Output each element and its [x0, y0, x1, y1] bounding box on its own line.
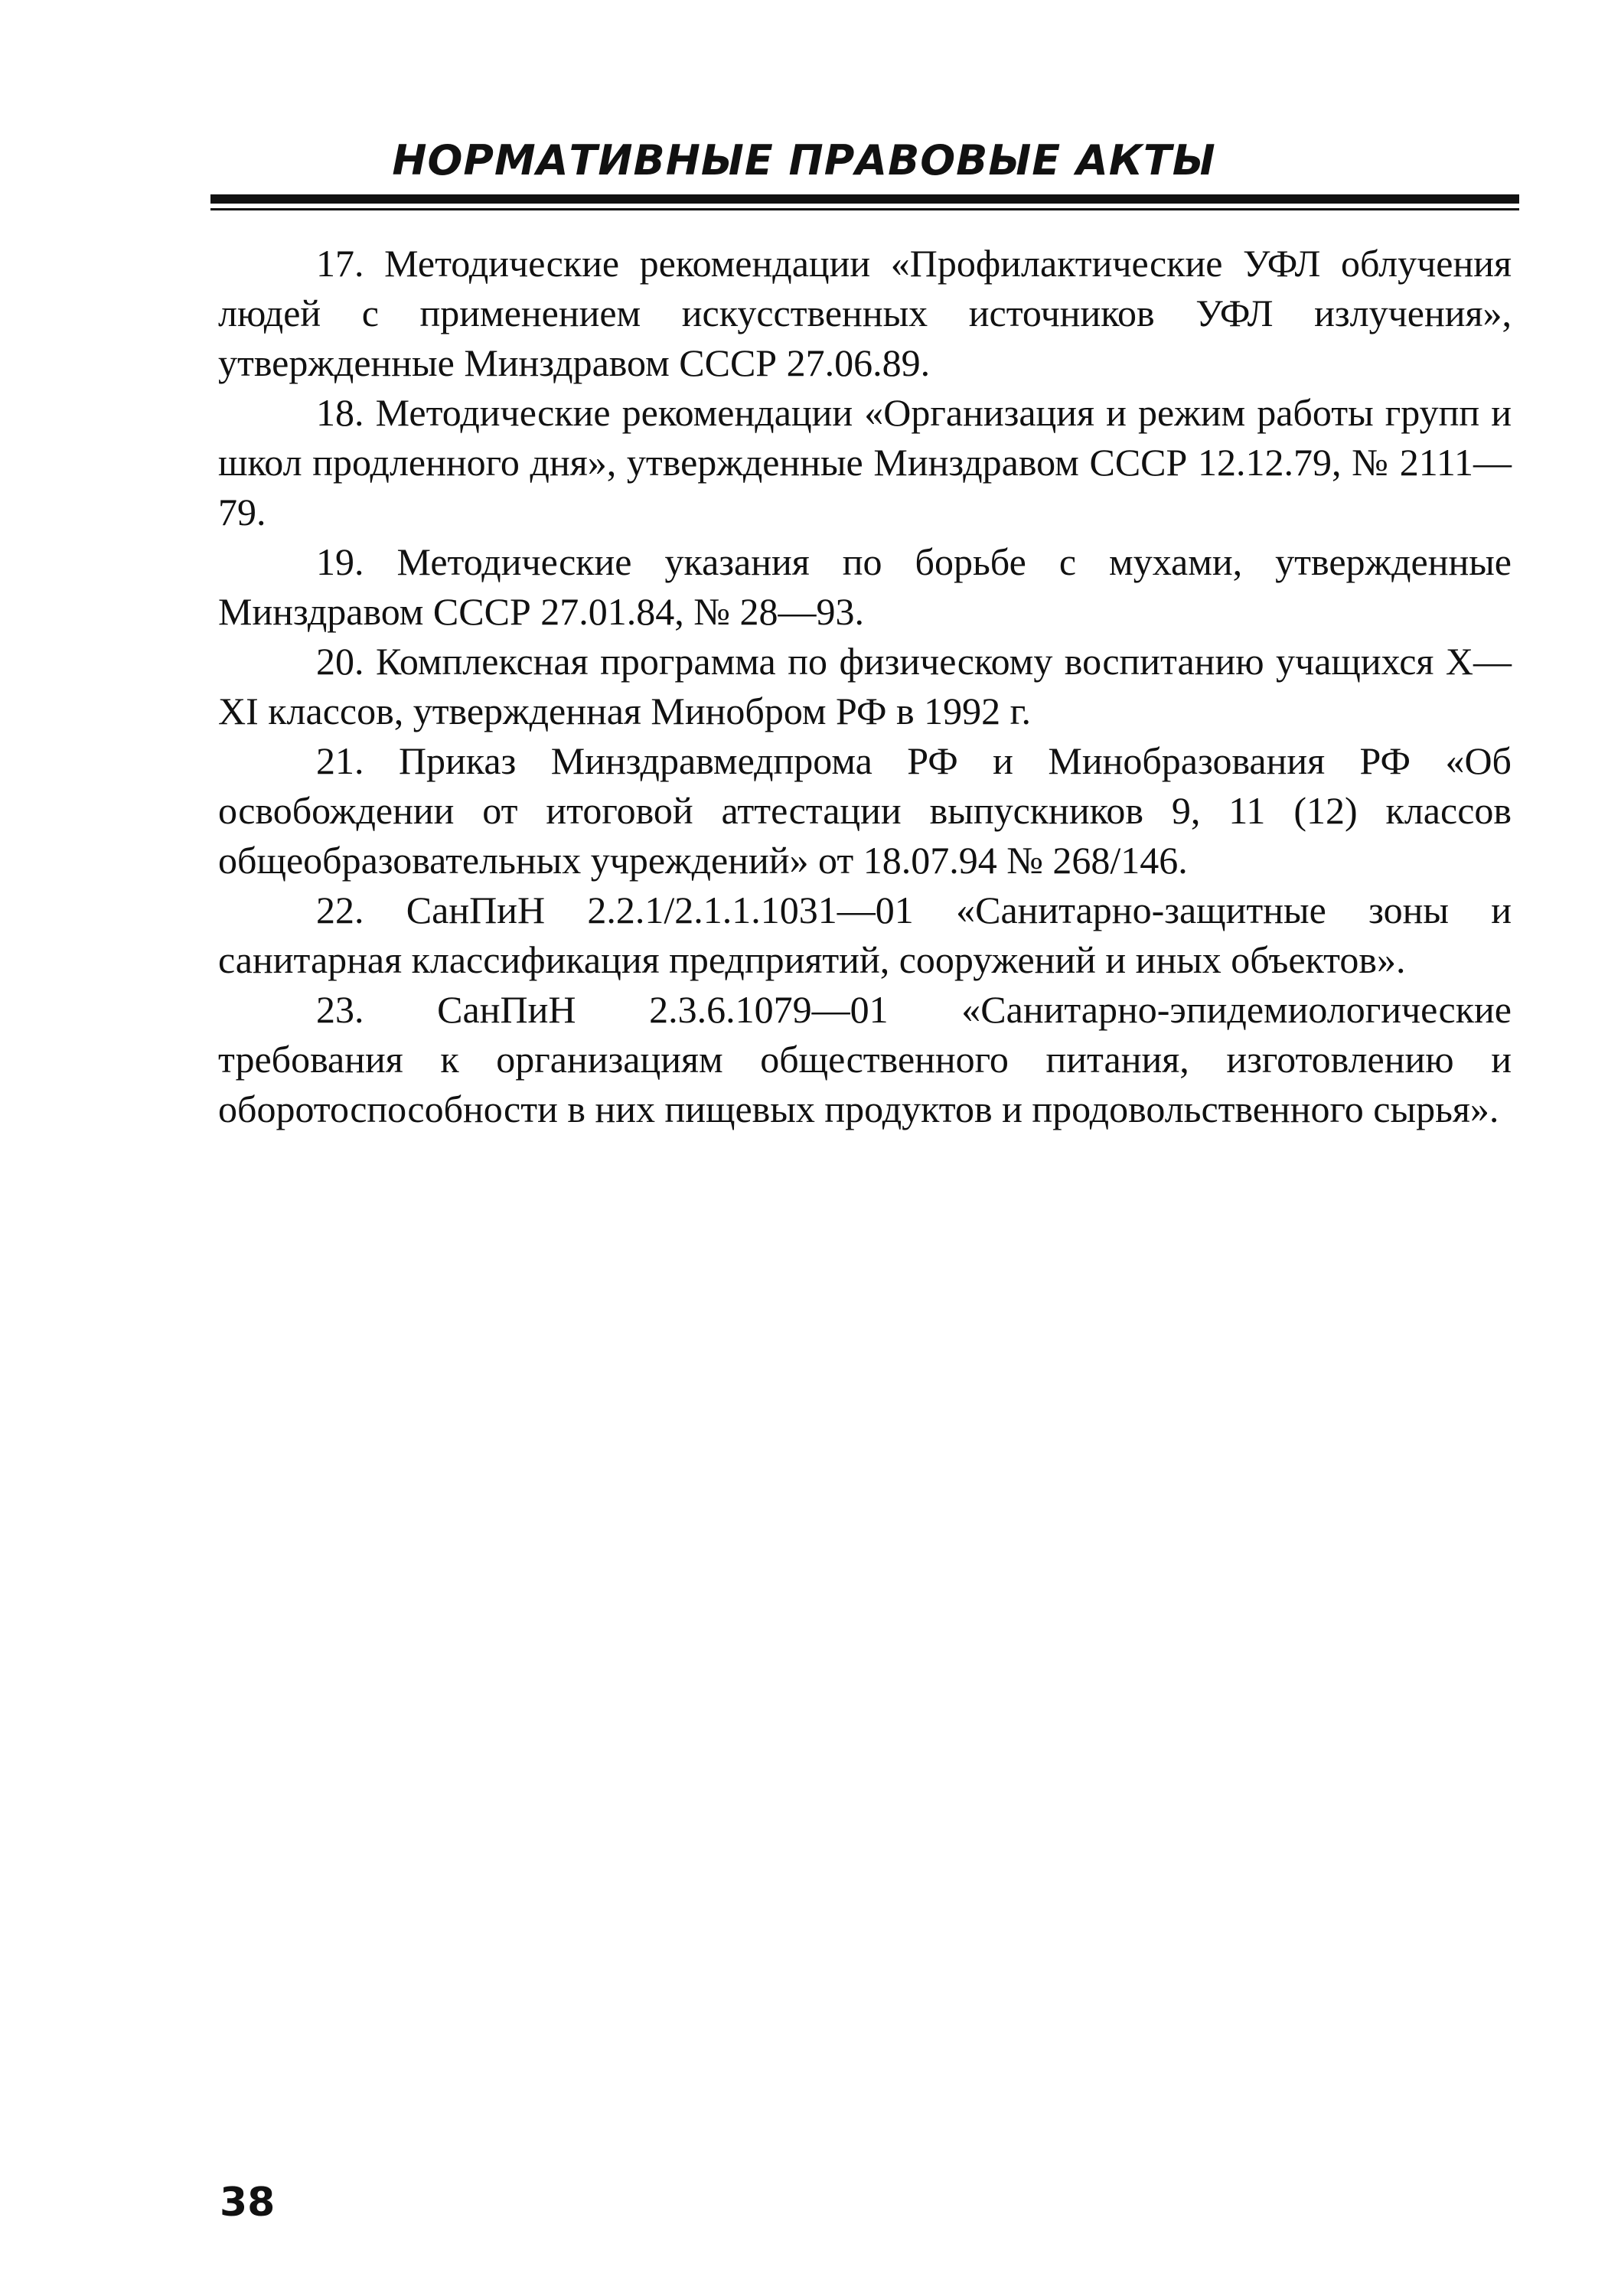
header-rule-thick: [210, 194, 1519, 204]
header-rule-thin: [210, 208, 1519, 210]
list-item: 23. СанПиН 2.3.6.1079—01 «Санитарно-эпидемиологические требования к организациям общественного питания, изготовлению и оборотоспособности в них пищевых продуктов и продовольственного сырья».: [218, 988, 1512, 1130]
list-item: 20. Комплексная программа по физическому воспитанию учащихся X—XI классов, утвержденная Минобром РФ в 1992 г.: [218, 640, 1512, 732]
list-item: 19. Методические указания по борьбе с мухами, утвержденные Минздравом СССР 27.01.84, № 28—93.: [218, 540, 1512, 633]
list-item: 21. Приказ Минздравмедпрома РФ и Минобразования РФ «Об освобождении от итоговой аттестации выпускников 9, 11 (12) классов общеобразовательных учреждений» от 18.07.94 № 268/146.: [218, 739, 1512, 882]
regulations-list: [218, 239, 1512, 1134]
page-number: 38: [220, 2180, 276, 2226]
list-item: 17. Методические рекомендации «Профилактические УФЛ облучения людей с применением искусственных источников УФЛ излучения», утвержденные Минздравом СССР 27.06.89.: [218, 242, 1512, 384]
running-header: НОРМАТИВНЫЕ ПРАВОВЫЕ АКТЫ: [392, 136, 1216, 184]
list-item: 22. СанПиН 2.2.1/2.1.1.1031—01 «Санитарно-защитные зоны и санитарная классификация предприятий, сооружений и иных объектов».: [218, 889, 1512, 981]
list-item: 18. Методические рекомендации «Организация и режим работы групп и школ продленного дня», утвержденные Минздравом СССР 12.12.79, № 2111—79.: [218, 391, 1512, 533]
